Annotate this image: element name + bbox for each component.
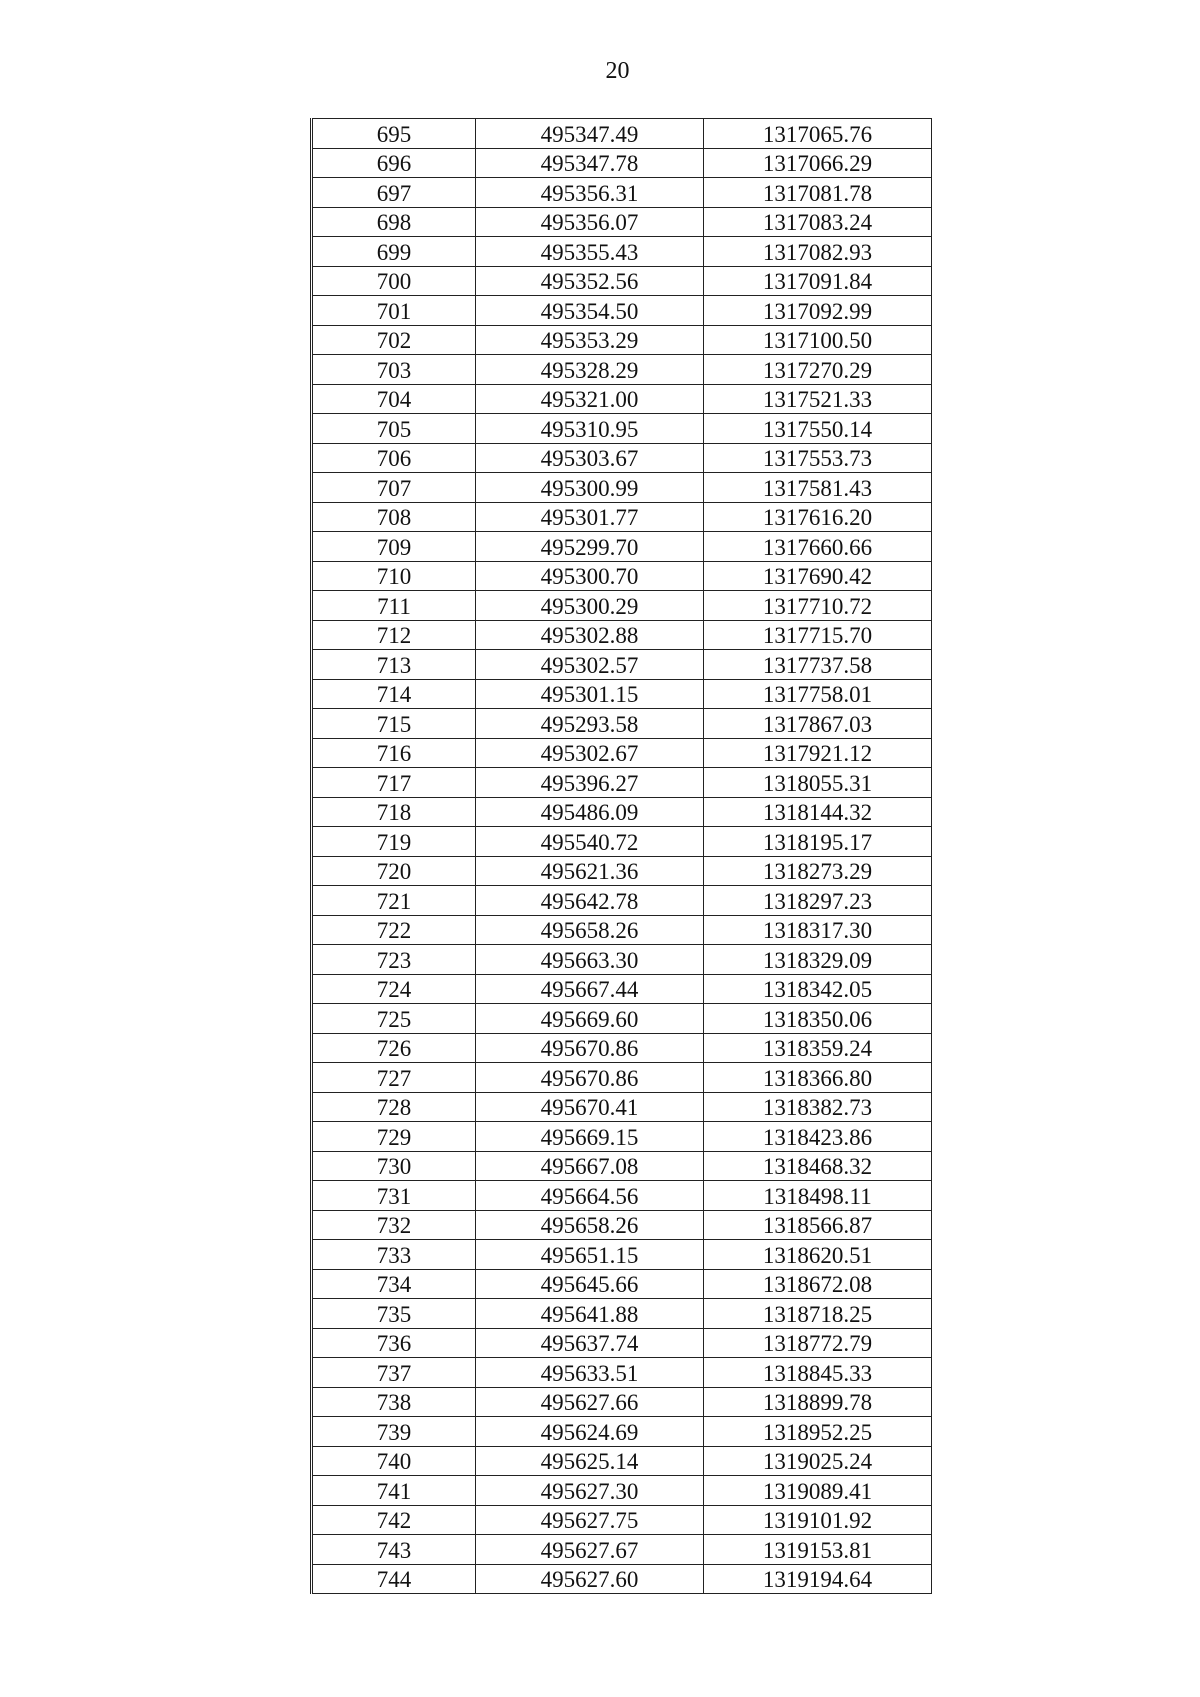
table-row	[312, 650, 932, 680]
point-number-cell: 714	[312, 679, 476, 709]
table-row	[312, 1210, 932, 1240]
x-coordinate-cell: 495356.31	[476, 178, 704, 208]
point-number-cell: 704	[312, 384, 476, 414]
point-number-cell: 700	[312, 266, 476, 296]
x-coordinate-cell: 495328.29	[476, 355, 704, 385]
x-coordinate-cell: 495627.75	[476, 1505, 704, 1535]
point-number-cell: 736	[312, 1328, 476, 1358]
y-coordinate-cell: 1318273.29	[704, 856, 932, 886]
y-coordinate-cell: 1317715.70	[704, 620, 932, 650]
point-number-cell: 731	[312, 1181, 476, 1211]
table-row	[312, 1004, 932, 1034]
x-coordinate-cell: 495663.30	[476, 945, 704, 975]
y-coordinate-cell: 1318359.24	[704, 1033, 932, 1063]
table-row	[312, 414, 932, 444]
table-row	[312, 178, 932, 208]
table-row	[312, 709, 932, 739]
x-coordinate-cell: 495670.86	[476, 1063, 704, 1093]
table-row	[312, 119, 932, 149]
point-number-cell: 729	[312, 1122, 476, 1152]
x-coordinate-cell: 495347.49	[476, 119, 704, 149]
point-number-cell: 724	[312, 974, 476, 1004]
y-coordinate-cell: 1317100.50	[704, 325, 932, 355]
x-coordinate-cell: 495301.15	[476, 679, 704, 709]
x-coordinate-cell: 495667.08	[476, 1151, 704, 1181]
y-coordinate-cell: 1319153.81	[704, 1535, 932, 1565]
y-coordinate-cell: 1318055.31	[704, 768, 932, 798]
point-number-cell: 719	[312, 827, 476, 857]
point-number-cell: 711	[312, 591, 476, 621]
table-row	[312, 620, 932, 650]
x-coordinate-cell: 495356.07	[476, 207, 704, 237]
table-row	[312, 237, 932, 267]
y-coordinate-cell: 1318366.80	[704, 1063, 932, 1093]
x-coordinate-cell: 495642.78	[476, 886, 704, 916]
point-number-cell: 744	[312, 1564, 476, 1594]
x-coordinate-cell: 495302.88	[476, 620, 704, 650]
y-coordinate-cell: 1317091.84	[704, 266, 932, 296]
y-coordinate-cell: 1318845.33	[704, 1358, 932, 1388]
page-number: 20	[605, 58, 630, 84]
table-row	[312, 1505, 932, 1535]
y-coordinate-cell: 1317867.03	[704, 709, 932, 739]
y-coordinate-cell: 1317082.93	[704, 237, 932, 267]
point-number-cell: 696	[312, 148, 476, 178]
y-coordinate-cell: 1319194.64	[704, 1564, 932, 1594]
x-coordinate-cell: 495299.70	[476, 532, 704, 562]
x-coordinate-cell: 495627.67	[476, 1535, 704, 1565]
y-coordinate-cell: 1318144.32	[704, 797, 932, 827]
y-coordinate-cell: 1317690.42	[704, 561, 932, 591]
point-number-cell: 727	[312, 1063, 476, 1093]
x-coordinate-cell: 495625.14	[476, 1446, 704, 1476]
table-row	[312, 296, 932, 326]
y-coordinate-cell: 1318772.79	[704, 1328, 932, 1358]
y-coordinate-cell: 1319101.92	[704, 1505, 932, 1535]
point-number-cell: 712	[312, 620, 476, 650]
y-coordinate-cell: 1317092.99	[704, 296, 932, 326]
x-coordinate-cell: 495293.58	[476, 709, 704, 739]
point-number-cell: 739	[312, 1417, 476, 1447]
table-row	[312, 945, 932, 975]
table-row	[312, 1240, 932, 1270]
x-coordinate-cell: 495621.36	[476, 856, 704, 886]
point-number-cell: 726	[312, 1033, 476, 1063]
table-row	[312, 1151, 932, 1181]
table-row	[312, 355, 932, 385]
x-coordinate-cell: 495669.60	[476, 1004, 704, 1034]
point-number-cell: 717	[312, 768, 476, 798]
x-coordinate-cell: 495633.51	[476, 1358, 704, 1388]
x-coordinate-cell: 495300.29	[476, 591, 704, 621]
table-row	[312, 886, 932, 916]
y-coordinate-cell: 1318620.51	[704, 1240, 932, 1270]
table-row	[312, 1092, 932, 1122]
x-coordinate-cell: 495664.56	[476, 1181, 704, 1211]
point-number-cell: 730	[312, 1151, 476, 1181]
y-coordinate-cell: 1318952.25	[704, 1417, 932, 1447]
table-row	[312, 797, 932, 827]
x-coordinate-cell: 495302.57	[476, 650, 704, 680]
coordinates-table-body	[312, 119, 932, 1594]
point-number-cell: 710	[312, 561, 476, 591]
x-coordinate-cell: 495669.15	[476, 1122, 704, 1152]
table-row	[312, 1328, 932, 1358]
point-number-cell: 732	[312, 1210, 476, 1240]
table-row	[312, 679, 932, 709]
table-row	[312, 591, 932, 621]
x-coordinate-cell: 495355.43	[476, 237, 704, 267]
x-coordinate-cell: 495658.26	[476, 915, 704, 945]
table-row	[312, 1417, 932, 1447]
point-number-cell: 707	[312, 473, 476, 503]
table-row	[312, 974, 932, 1004]
y-coordinate-cell: 1318468.32	[704, 1151, 932, 1181]
x-coordinate-cell: 495651.15	[476, 1240, 704, 1270]
point-number-cell: 713	[312, 650, 476, 680]
y-coordinate-cell: 1318423.86	[704, 1122, 932, 1152]
y-coordinate-cell: 1317550.14	[704, 414, 932, 444]
table-row	[312, 561, 932, 591]
table-row	[312, 738, 932, 768]
x-coordinate-cell: 495301.77	[476, 502, 704, 532]
y-coordinate-cell: 1317581.43	[704, 473, 932, 503]
table-row	[312, 532, 932, 562]
x-coordinate-cell: 495641.88	[476, 1299, 704, 1329]
table-row	[312, 1122, 932, 1152]
y-coordinate-cell: 1317660.66	[704, 532, 932, 562]
y-coordinate-cell: 1317521.33	[704, 384, 932, 414]
point-number-cell: 721	[312, 886, 476, 916]
table-row	[312, 768, 932, 798]
y-coordinate-cell: 1318342.05	[704, 974, 932, 1004]
x-coordinate-cell: 495310.95	[476, 414, 704, 444]
point-number-cell: 723	[312, 945, 476, 975]
table-row	[312, 915, 932, 945]
point-number-cell: 728	[312, 1092, 476, 1122]
coordinates-table	[310, 118, 932, 1594]
point-number-cell: 735	[312, 1299, 476, 1329]
x-coordinate-cell: 495627.30	[476, 1476, 704, 1506]
y-coordinate-cell: 1318195.17	[704, 827, 932, 857]
y-coordinate-cell: 1317921.12	[704, 738, 932, 768]
y-coordinate-cell: 1317066.29	[704, 148, 932, 178]
y-coordinate-cell: 1317553.73	[704, 443, 932, 473]
table-row	[312, 266, 932, 296]
table-row	[312, 1387, 932, 1417]
table-row	[312, 1063, 932, 1093]
table-row	[312, 1358, 932, 1388]
point-number-cell: 701	[312, 296, 476, 326]
point-number-cell: 742	[312, 1505, 476, 1535]
y-coordinate-cell: 1317270.29	[704, 355, 932, 385]
table-row	[312, 856, 932, 886]
table-row	[312, 1299, 932, 1329]
y-coordinate-cell: 1318498.11	[704, 1181, 932, 1211]
x-coordinate-cell: 495396.27	[476, 768, 704, 798]
table-row	[312, 1181, 932, 1211]
y-coordinate-cell: 1318317.30	[704, 915, 932, 945]
x-coordinate-cell: 495300.99	[476, 473, 704, 503]
table-row	[312, 384, 932, 414]
y-coordinate-cell: 1317065.76	[704, 119, 932, 149]
y-coordinate-cell: 1317083.24	[704, 207, 932, 237]
x-coordinate-cell: 495300.70	[476, 561, 704, 591]
x-coordinate-cell: 495321.00	[476, 384, 704, 414]
table-row	[312, 502, 932, 532]
point-number-cell: 725	[312, 1004, 476, 1034]
table-row	[312, 325, 932, 355]
y-coordinate-cell: 1317710.72	[704, 591, 932, 621]
y-coordinate-cell: 1319089.41	[704, 1476, 932, 1506]
y-coordinate-cell: 1318350.06	[704, 1004, 932, 1034]
table-row	[312, 1535, 932, 1565]
point-number-cell: 737	[312, 1358, 476, 1388]
table-row	[312, 207, 932, 237]
point-number-cell: 733	[312, 1240, 476, 1270]
point-number-cell: 697	[312, 178, 476, 208]
x-coordinate-cell: 495670.41	[476, 1092, 704, 1122]
x-coordinate-cell: 495627.66	[476, 1387, 704, 1417]
table-row	[312, 1269, 932, 1299]
y-coordinate-cell: 1317081.78	[704, 178, 932, 208]
point-number-cell: 702	[312, 325, 476, 355]
point-number-cell: 716	[312, 738, 476, 768]
y-coordinate-cell: 1318718.25	[704, 1299, 932, 1329]
x-coordinate-cell: 495670.86	[476, 1033, 704, 1063]
y-coordinate-cell: 1318329.09	[704, 945, 932, 975]
point-number-cell: 740	[312, 1446, 476, 1476]
y-coordinate-cell: 1317758.01	[704, 679, 932, 709]
table-row	[312, 473, 932, 503]
y-coordinate-cell: 1318899.78	[704, 1387, 932, 1417]
table-row	[312, 443, 932, 473]
point-number-cell: 738	[312, 1387, 476, 1417]
y-coordinate-cell: 1319025.24	[704, 1446, 932, 1476]
y-coordinate-cell: 1317616.20	[704, 502, 932, 532]
point-number-cell: 708	[312, 502, 476, 532]
x-coordinate-cell: 495303.67	[476, 443, 704, 473]
point-number-cell: 699	[312, 237, 476, 267]
point-number-cell: 709	[312, 532, 476, 562]
table-row	[312, 1564, 932, 1594]
x-coordinate-cell: 495540.72	[476, 827, 704, 857]
point-number-cell: 706	[312, 443, 476, 473]
point-number-cell: 734	[312, 1269, 476, 1299]
point-number-cell: 715	[312, 709, 476, 739]
x-coordinate-cell: 495347.78	[476, 148, 704, 178]
table-row	[312, 1476, 932, 1506]
x-coordinate-cell: 495352.56	[476, 266, 704, 296]
point-number-cell: 718	[312, 797, 476, 827]
x-coordinate-cell: 495353.29	[476, 325, 704, 355]
x-coordinate-cell: 495624.69	[476, 1417, 704, 1447]
x-coordinate-cell: 495637.74	[476, 1328, 704, 1358]
point-number-cell: 705	[312, 414, 476, 444]
y-coordinate-cell: 1318566.87	[704, 1210, 932, 1240]
x-coordinate-cell: 495354.50	[476, 296, 704, 326]
y-coordinate-cell: 1318382.73	[704, 1092, 932, 1122]
table-row	[312, 1033, 932, 1063]
point-number-cell: 743	[312, 1535, 476, 1565]
x-coordinate-cell: 495486.09	[476, 797, 704, 827]
point-number-cell: 741	[312, 1476, 476, 1506]
point-number-cell: 695	[312, 119, 476, 149]
table-row	[312, 1446, 932, 1476]
y-coordinate-cell: 1317737.58	[704, 650, 932, 680]
x-coordinate-cell: 495667.44	[476, 974, 704, 1004]
x-coordinate-cell: 495645.66	[476, 1269, 704, 1299]
point-number-cell: 703	[312, 355, 476, 385]
table-row	[312, 827, 932, 857]
y-coordinate-cell: 1318672.08	[704, 1269, 932, 1299]
x-coordinate-cell: 495627.60	[476, 1564, 704, 1594]
x-coordinate-cell: 495302.67	[476, 738, 704, 768]
x-coordinate-cell: 495658.26	[476, 1210, 704, 1240]
point-number-cell: 722	[312, 915, 476, 945]
y-coordinate-cell: 1318297.23	[704, 886, 932, 916]
point-number-cell: 720	[312, 856, 476, 886]
table-row	[312, 148, 932, 178]
point-number-cell: 698	[312, 207, 476, 237]
